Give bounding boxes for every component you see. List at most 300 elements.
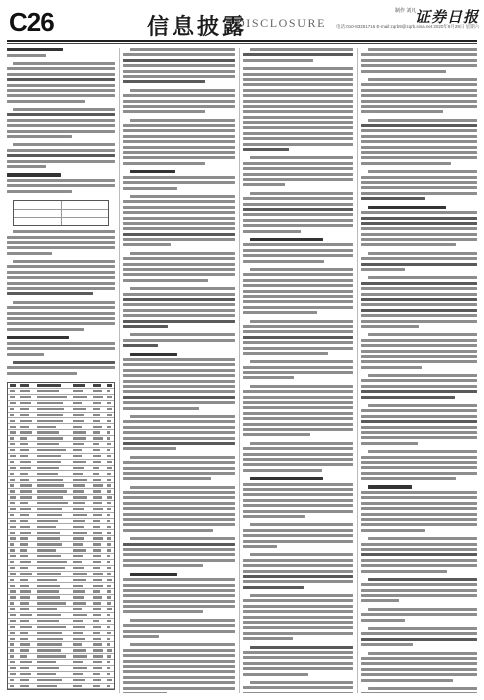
text-line [130,573,177,576]
table-cell [20,502,28,504]
text-line [123,268,235,271]
text-line [250,442,353,445]
text-line [123,692,167,693]
text-line [123,584,235,587]
text-line [123,472,235,475]
table-cell [73,514,88,516]
header-rule-thin [7,43,477,44]
table-cell [10,414,14,416]
table-cell [20,479,30,481]
table-cell [107,532,111,534]
text-line [123,80,205,83]
table-cell [10,614,16,616]
text-line [361,385,477,388]
text-line [243,534,353,537]
text-line [123,548,235,551]
text-line [243,219,353,222]
table-cell [20,579,29,581]
text-line [123,635,159,638]
table-cell [37,590,60,592]
text-line [361,268,405,271]
text-line [243,406,353,409]
text-line [361,162,451,165]
table-cell [20,396,32,398]
table-cell [37,473,58,475]
table-cell [73,590,85,592]
text-line [361,613,477,616]
table-cell [10,508,16,510]
table-cell [93,679,102,681]
text-line [243,621,353,624]
table-cell [93,543,101,545]
table-cell [93,649,103,651]
table-cell [73,473,84,475]
table-cell [107,614,110,616]
text-line [123,320,235,323]
table-cell [93,473,99,475]
table-cell [37,561,67,563]
text-line [243,632,353,635]
paragraph-gap [7,195,115,198]
table-cell [20,437,28,439]
text-line [361,523,477,526]
table-cell [37,537,60,539]
table-cell [20,667,30,669]
table-cell [93,396,103,398]
table-cell [73,449,83,451]
table-cell [20,496,32,498]
text-line [243,224,353,227]
column-2 [123,48,235,693]
table-cell [73,549,86,551]
text-line [7,149,115,152]
text-line [361,217,477,220]
column-divider [357,48,358,693]
table-cell [107,508,112,510]
text-line [243,116,353,119]
table-cell [20,402,31,404]
text-line [243,488,353,491]
text-line [123,176,235,179]
table-cell [107,455,111,457]
table-cell [107,479,111,481]
text-line [7,265,115,268]
text-line [368,687,477,690]
table-cell [10,384,16,386]
text-line [123,263,235,266]
text-line [243,428,353,431]
table-cell [73,414,85,416]
text-line [361,431,477,434]
column-1 [7,48,115,693]
summary-table [13,200,109,226]
table-cell [107,661,110,663]
text-line [243,510,353,513]
table-cell [73,661,84,663]
text-line [243,433,310,436]
text-line [13,143,115,146]
text-line [361,339,477,342]
text-line [243,300,353,303]
text-line [361,124,477,127]
table-cell [107,467,112,469]
table-cell [93,414,100,416]
text-line [7,173,61,176]
table-cell [73,608,83,610]
text-line [123,518,235,521]
table-cell [20,685,29,687]
text-line [123,507,235,510]
text-line [7,236,115,239]
table-cell [10,473,14,475]
text-line [243,78,353,81]
table-cell [93,431,100,433]
text-line [123,156,235,159]
text-line [13,108,115,111]
text-line [243,564,353,567]
text-line [123,105,235,108]
text-line [361,502,477,505]
text-line [123,162,205,165]
text-line [361,594,477,597]
table-cell [93,496,102,498]
table-cell [20,514,30,516]
column-divider [119,48,120,693]
table-cell [73,585,83,587]
text-line [361,564,477,567]
text-line [7,54,46,57]
text-line [13,62,115,65]
table-cell [73,508,85,510]
table-cell [37,455,61,457]
text-line [250,192,353,195]
text-line [123,687,235,690]
text-line [123,181,235,184]
text-line [243,667,353,670]
table-cell [107,673,111,675]
table-cell [73,437,87,439]
text-line [361,211,477,214]
table-cell [73,626,86,628]
table-cell [20,655,28,657]
text-line [361,657,477,660]
text-line [243,570,353,573]
table-cell [107,514,111,516]
table-cell [37,431,59,433]
text-line [361,553,477,556]
table-cell [107,420,112,422]
text-line [361,619,405,622]
text-line [243,290,353,293]
table-cell [107,567,112,569]
text-line [130,415,235,418]
text-line [7,312,115,315]
table-cell [93,643,102,645]
text-line [361,426,477,429]
table-cell [37,649,62,651]
table-cell [107,426,112,428]
table-cell [73,573,88,575]
text-line [123,344,158,347]
text-line [243,545,277,548]
text-line [123,523,235,526]
table-cell [93,555,101,557]
text-line [243,463,353,466]
table-cell [37,614,62,616]
table-cell [20,661,32,663]
text-line [243,325,353,328]
text-line [123,64,235,67]
table-cell [20,520,28,522]
text-line [123,529,213,532]
table-cell [20,590,31,592]
text-line [250,594,353,597]
text-line [123,559,235,562]
text-line [123,75,235,78]
text-line [250,48,353,51]
table-cell [73,396,88,398]
table-cell [10,632,15,634]
table-cell [107,579,112,581]
text-line [123,70,235,73]
table-cell [20,461,31,463]
table-cell [37,667,60,669]
table-cell [10,532,14,534]
text-line [123,600,235,603]
text-line [123,217,235,220]
table-cell [37,520,59,522]
text-line [243,249,353,252]
text-line [7,322,115,325]
table-cell [20,602,30,604]
text-line [243,586,304,589]
text-line [243,254,353,257]
text-line [243,347,353,350]
table-cell [93,626,102,628]
table-cell [37,467,59,469]
text-line [243,132,353,135]
table-cell [20,537,29,539]
table-cell [107,602,111,604]
text-line [361,472,477,475]
text-line [123,298,235,301]
table-cell [20,643,30,645]
text-line [361,466,477,469]
table-cell [107,590,112,592]
table-cell [107,449,110,451]
text-line [361,396,455,399]
text-line [243,243,353,246]
text-line [123,314,235,317]
text-line [243,458,353,461]
text-line [7,165,46,168]
text-line [243,453,353,456]
text-line [250,523,353,526]
table-cell [10,620,16,622]
text-line [13,361,115,364]
table-cell [73,402,82,404]
table-cell [20,484,32,486]
table-cell [37,408,65,410]
text-line [361,559,477,562]
text-line [123,110,205,113]
text-line [130,89,235,92]
table-cell [73,596,84,598]
text-line [243,423,353,426]
table-cell [93,532,102,534]
text-line [123,610,203,613]
table-cell [20,408,30,410]
text-line [250,646,353,649]
text-line [123,303,235,306]
table-cell [37,490,67,492]
masthead [0,0,484,40]
table-cell [73,655,88,657]
table-cell [73,390,83,392]
text-line [123,309,235,312]
table-cell [93,549,101,551]
table-cell [73,620,83,622]
text-line [123,385,235,388]
text-line [361,632,477,635]
table-cell [107,502,111,504]
text-line [361,110,443,113]
table-cell [107,561,111,563]
column-divider [239,48,240,693]
table-cell [20,467,31,469]
table-cell [37,626,66,628]
text-line [130,456,235,459]
text-line [243,504,353,507]
text-line [243,469,322,472]
text-line [361,287,477,290]
text-line [243,137,353,140]
text-line [361,518,477,521]
text-line [243,311,317,314]
text-line [130,353,177,356]
text-line [361,140,477,143]
text-line [243,208,353,211]
table-cell [107,626,110,628]
table-cell [10,479,15,481]
text-line [123,447,176,450]
text-line [243,616,353,619]
table-cell [107,638,110,640]
text-line [361,59,477,62]
text-line [243,284,353,287]
text-line [123,124,235,127]
text-line [7,119,115,122]
text-line [123,151,235,154]
table-cell [10,484,14,486]
text-line [368,485,412,488]
text-line [361,320,477,323]
table-cell [107,461,112,463]
text-line [130,119,235,122]
text-line [243,83,353,86]
text-line [243,167,353,170]
table-cell [10,573,16,575]
text-line [361,298,477,301]
table-cell [10,437,14,439]
table-cell [93,502,102,504]
newspaper-logo: 证券日报 [415,8,480,26]
table-cell [73,685,83,687]
text-line [243,330,353,333]
text-line [368,374,477,377]
table-cell [107,537,111,539]
table-cell [20,455,28,457]
text-line [243,197,353,200]
text-line [123,502,235,505]
text-line [361,355,477,358]
table-cell [10,602,14,604]
text-line [243,651,353,654]
text-line [7,317,115,320]
table-cell [107,473,111,475]
table-cell [107,484,112,486]
table-cell [10,455,15,457]
table-cell [73,443,85,445]
text-line [368,276,477,279]
text-line [361,233,477,236]
text-line [130,195,235,198]
text-line [243,260,324,263]
table-cell [93,632,100,634]
table-cell [10,655,14,657]
text-line [7,78,115,81]
table-cell [10,496,16,498]
text-line [123,94,235,97]
text-line [123,53,235,56]
text-line [243,529,353,532]
text-line [361,176,477,179]
text-line [123,129,235,132]
text-line [130,619,235,622]
text-line [361,129,477,132]
text-line [243,173,353,176]
table-cell [73,667,88,669]
text-line [361,282,477,285]
text-line [7,246,115,249]
text-line [250,156,353,159]
table-cell [10,590,16,592]
text-line [361,227,477,230]
text-line [123,442,235,445]
table-cell [73,632,84,634]
text-line [368,170,477,173]
text-line [7,94,115,97]
table-cell [37,390,59,392]
table-cell [37,596,60,598]
table-cell [20,626,33,628]
text-line [250,320,353,323]
table-cell [37,608,57,610]
table-cell [107,555,110,557]
text-line [123,358,235,361]
table-cell [73,426,83,428]
table-cell [37,479,63,481]
table-cell [10,638,15,640]
table-cell [73,467,84,469]
table-cell [93,520,101,522]
text-line [361,360,477,363]
text-line [7,328,84,331]
text-line [123,467,235,470]
text-line [243,306,353,309]
text-line [123,222,235,225]
table-cell [10,449,14,451]
